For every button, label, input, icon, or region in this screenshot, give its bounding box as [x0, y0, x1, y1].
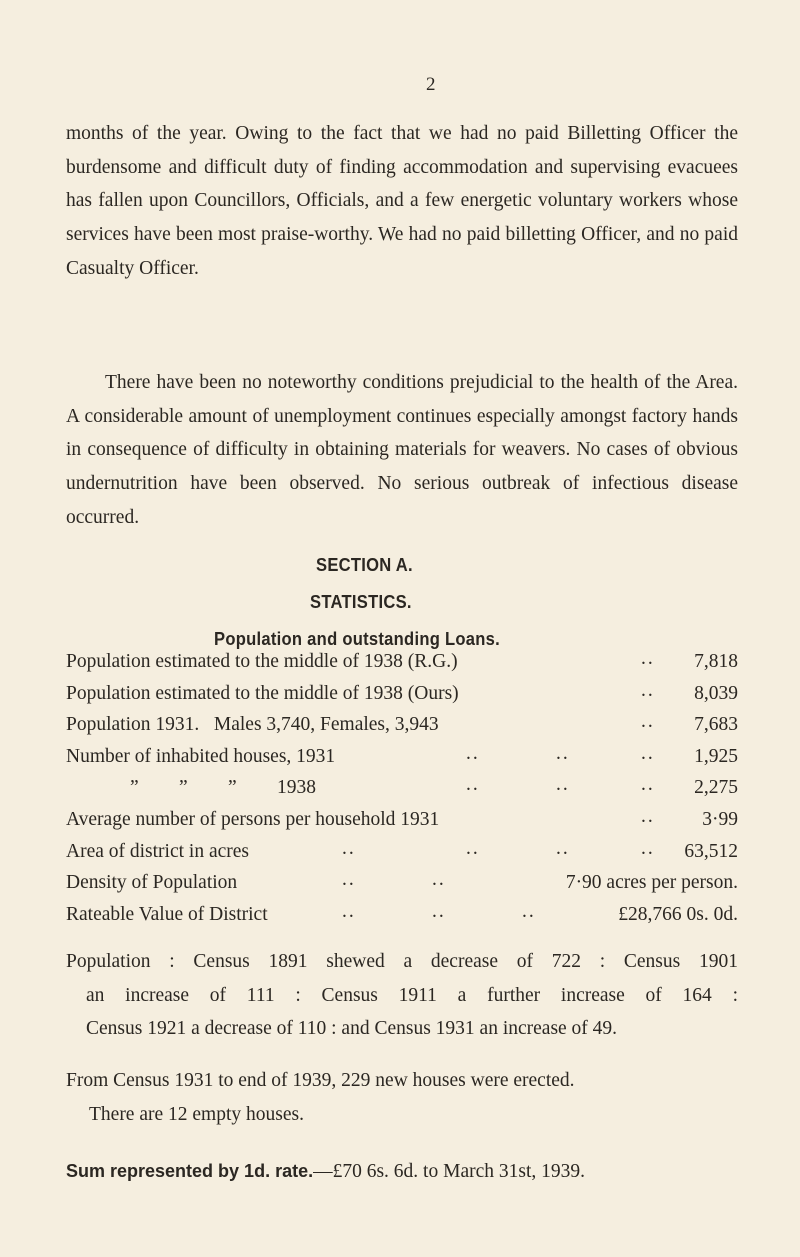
stat-row [66, 741, 738, 773]
leader-dots: .. [556, 742, 570, 764]
stat-label [130, 772, 316, 804]
stat-label: Population estimated to the middle of 1938 (R.G.) [66, 651, 458, 672]
stat-year: 1938 [277, 777, 316, 799]
leader-dots: .. [556, 774, 570, 796]
stat-label: Population estimated to the middle of 1938 (Ours) [66, 682, 459, 704]
stat-row [66, 804, 738, 836]
stat-label: Rateable Value of District [66, 903, 268, 925]
leader-dots: .. [466, 837, 480, 859]
stat-value: 2,275 [694, 777, 738, 799]
stat-value: 7·90 acres per person. [565, 872, 738, 894]
ditto-mark: ” [228, 777, 237, 799]
leader-dots: .. [641, 648, 655, 669]
census-line: Population : Census 1891 shewed a decrease of 722 : Census 1901 [66, 951, 738, 972]
ditto-mark: ” [130, 777, 139, 799]
leader-dots: .. [641, 711, 655, 733]
leader-dots: .. [466, 742, 480, 764]
stat-row [66, 867, 738, 899]
paragraph-health [66, 366, 738, 535]
section-heading: Population and outstanding Loans. [214, 629, 501, 649]
rate-sum-label: Sum represented by 1d. rate. [66, 1161, 314, 1181]
leader-dots: .. [432, 900, 446, 922]
stat-label: Population 1931. Males 3,740, Females, 3,943 [66, 714, 439, 736]
leader-dots: .. [641, 679, 655, 701]
leader-dots: .. [641, 805, 655, 827]
leader-dots: .. [641, 774, 655, 796]
statistics-table [66, 646, 738, 930]
stat-value: 8,039 [694, 682, 738, 704]
paragraph-health-text: There have been no noteworthy conditions prejudicial to the health of the Area. A considerable amount of unemployment continues especially amongst factory hands in consequence of difficulty in obtaining materials for weavers. No cases of obvious undernutrition have been observed. No serious outbreak of infectious disease occurred. [66, 372, 738, 528]
new-houses-text: From Census 1931 to end of 1939, 229 new houses were erected. [66, 1070, 575, 1091]
stat-row [66, 899, 738, 931]
stat-row [66, 836, 738, 868]
rate-sum [66, 1161, 585, 1183]
stat-label: Area of district in acres [66, 840, 250, 862]
stat-value: 63,512 [684, 840, 738, 862]
leader-dots: .. [342, 869, 356, 891]
stat-row [66, 646, 738, 678]
rate-sum-value: —£70 6s. 6d. to March 31st, 1939. [313, 1161, 585, 1182]
stat-row [66, 678, 738, 710]
stat-value: 1,925 [694, 745, 738, 767]
page-number: 2 [426, 74, 436, 95]
housing-paragraph [66, 1064, 575, 1132]
census-line: an increase of 111 : Census 1911 a further increase of 164 : [86, 984, 738, 1006]
section-subtitle: STATISTICS. [310, 592, 412, 612]
section-title: SECTION A. [316, 555, 413, 575]
leader-dots: .. [641, 837, 655, 859]
leader-dots: .. [342, 837, 356, 859]
leader-dots: .. [466, 774, 480, 796]
stat-value: 7,683 [694, 714, 738, 736]
census-paragraph [66, 945, 738, 1046]
stat-value: 3·99 [702, 808, 738, 830]
leader-dots: .. [641, 742, 655, 764]
stat-row [66, 772, 738, 804]
stat-label: Density of Population [66, 872, 238, 894]
empty-houses-text: There are 12 empty houses. [89, 1104, 304, 1125]
stat-value: £28,766 0s. 0d. [618, 903, 738, 925]
census-line: Census 1921 a decrease of 110 : and Census 1931 an increase of 49. [86, 1018, 618, 1039]
stat-value: 7,818 [694, 651, 738, 672]
stat-label: Number of inhabited houses, 1931 [66, 745, 336, 767]
ditto-mark: ” [179, 777, 188, 799]
leader-dots: .. [432, 869, 446, 891]
paragraph-intro: months of the year. Owing to the fact that we had no paid Billetting Officer the burdensome and difficult duty of finding accommodation and supervising evacuees has fallen upon Councillors, Officials, and a few energetic voluntary workers whose services have been most praise-worthy. We had no paid billetting Officer, and no paid Casualty Officer. [66, 123, 738, 279]
stat-row [66, 709, 738, 741]
stat-label: Average number of persons per household 1931 [66, 808, 440, 830]
leader-dots: .. [556, 837, 570, 859]
leader-dots: .. [342, 900, 356, 922]
leader-dots: .. [522, 900, 536, 922]
